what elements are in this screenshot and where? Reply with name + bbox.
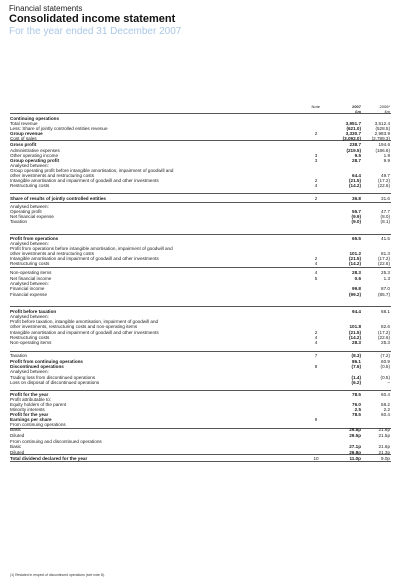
row-value-2006: 1.9 <box>383 153 390 158</box>
row-value-2007: 94.4 <box>352 309 361 314</box>
row-divider <box>10 113 391 114</box>
row-value-2007: (99.2) <box>348 292 361 297</box>
row-label: Profit before taxation, intangible amortisation, impairment of goodwill and <box>10 319 159 324</box>
row-value-2007: 99.8 <box>352 286 361 291</box>
row-label: Taxation <box>10 219 28 224</box>
row-label: Basic <box>10 427 22 432</box>
row-label: Financial income <box>10 286 45 291</box>
row-value-2007: 26.8p <box>349 450 361 455</box>
row-label: Profit before taxation <box>10 309 57 314</box>
income-statement-table <box>10 0 391 579</box>
row-value-2007: 3,330.7 <box>345 131 361 136</box>
row-label: Intangible amortisation and impairment of goodwill and other investments <box>10 256 159 261</box>
row-label: other investments, restructuring costs and non-operating items <box>10 324 138 329</box>
row-value-2007: (14.2) <box>348 261 361 266</box>
row-label: Net financial income <box>10 276 52 281</box>
row-label: Profit from operations before intangible amortisation, impairment of goodwill and <box>10 246 173 251</box>
row-value-2006: (8.0) <box>380 214 390 219</box>
row-label: Equity holders of the parent <box>10 402 67 407</box>
row-note: 5 <box>314 276 318 281</box>
row-label: Group revenue <box>10 131 43 136</box>
row-value-2006: 21.3p <box>378 450 390 455</box>
row-label: Taxation <box>10 353 28 358</box>
row-value-2007: (9.9) <box>351 214 361 219</box>
row-value-2006: 60.4 <box>381 392 390 397</box>
prior-unit-label: £m <box>384 109 390 114</box>
row-value-2006: (528.5) <box>375 126 390 131</box>
row-value-2006: 49.7 <box>381 173 390 178</box>
row-label: Profit attributable to: <box>10 397 52 402</box>
row-label: Restructuring costs <box>10 261 50 266</box>
row-label: Intangible amortisation and impairment of goodwill and other investments <box>10 178 159 183</box>
row-value-2007: 28.3 <box>352 340 361 345</box>
row-value-2007: (8.3) <box>351 353 361 358</box>
row-note: 4 <box>314 270 318 275</box>
row-divider <box>10 234 391 235</box>
row-label: Share of results of jointly controlled entities <box>10 196 106 201</box>
row-value-2006: (7.2) <box>380 353 390 358</box>
row-note: 7 <box>314 353 318 358</box>
row-label: Analysed between: <box>10 241 49 246</box>
row-value-2007: 28.3 <box>352 270 361 275</box>
row-label: Diluted <box>10 433 25 438</box>
row-note: 4 <box>314 340 318 345</box>
row-value-2006: 41.5 <box>381 236 390 241</box>
row-value-2006: – <box>387 380 390 385</box>
row-value-2007: (1.4) <box>351 375 361 380</box>
row-label: Other operating income <box>10 153 59 158</box>
row-divider <box>10 306 391 307</box>
row-divider <box>10 202 391 203</box>
row-value-2007: (6.2) <box>351 380 361 385</box>
row-value-2006: (85.7) <box>377 292 390 297</box>
row-label: Restructuring costs <box>10 335 50 340</box>
row-value-2006: (0.5) <box>380 375 390 380</box>
row-value-2007: 86.1 <box>352 359 361 364</box>
row-value-2007: 29.8p <box>349 427 361 432</box>
row-value-2007: (14.2) <box>348 183 361 188</box>
row-divider <box>10 140 391 141</box>
row-note: 10 <box>313 456 319 461</box>
row-value-2007: (7.6) <box>351 364 361 369</box>
row-label: Loss on disposal of discontinued operations <box>10 380 100 385</box>
row-value-2006: (22.6) <box>377 183 390 188</box>
row-label: Operating profit <box>10 209 42 214</box>
row-note: 2 <box>314 131 318 136</box>
row-label: Administrative expenses <box>10 148 60 153</box>
row-note: 4 <box>314 183 318 188</box>
row-label: Financial expense <box>10 292 48 297</box>
page-subtitle: For the year ended 31 December 2007 <box>9 26 182 37</box>
row-value-2006: (8.1) <box>380 219 390 224</box>
row-value-2006: 9.0p <box>381 456 390 461</box>
row-value-2007: (219.5) <box>346 148 361 153</box>
row-value-2006: (17.2) <box>377 256 390 261</box>
row-value-2006: 21.8p <box>378 427 390 432</box>
row-value-2007: 27.1p <box>349 444 361 449</box>
row-note: 2 <box>314 330 318 335</box>
row-divider <box>10 428 391 429</box>
row-value-2006: 47.7 <box>381 209 390 214</box>
row-note: 3 <box>314 158 318 163</box>
row-value-2006: 58.2 <box>381 402 390 407</box>
row-value-2007: (621.0) <box>346 126 361 131</box>
row-note: 3 <box>314 153 318 158</box>
row-label: Cost of sales <box>10 136 37 141</box>
row-divider <box>10 454 391 455</box>
row-value-2007: 78.5 <box>352 392 361 397</box>
row-label: Minority interests <box>10 407 45 412</box>
row-value-2007: 64.4 <box>352 173 361 178</box>
row-note: 4 <box>314 335 318 340</box>
row-label: Analysed between: <box>10 281 49 286</box>
row-note: 2 <box>314 196 318 201</box>
row-label: From continuing and discontinued operations <box>10 439 102 444</box>
row-value-2007: 101.8 <box>349 324 361 329</box>
row-divider <box>10 390 391 391</box>
row-value-2006: 1.3 <box>383 276 390 281</box>
row-value-2006: (17.2) <box>377 330 390 335</box>
note-header-label: Note <box>311 104 320 109</box>
row-label: Analysed between: <box>10 163 49 168</box>
row-value-2006: 21.5p <box>378 433 390 438</box>
row-label: Diluted <box>10 450 25 455</box>
prior-year-label: 2006* <box>379 104 390 109</box>
row-value-2006: (22.6) <box>377 335 390 340</box>
row-value-2006: (2,789.3) <box>371 136 390 141</box>
row-divider <box>10 267 391 268</box>
row-value-2007: 3,951.7 <box>345 121 361 126</box>
row-label: Restructuring costs <box>10 183 50 188</box>
row-value-2007: 65.5 <box>352 236 361 241</box>
row-divider <box>10 193 391 194</box>
row-value-2006: (186.6) <box>375 148 390 153</box>
row-value-2007: 238.7 <box>349 142 361 147</box>
row-divider <box>10 351 391 352</box>
row-value-2006: 60.9 <box>381 359 390 364</box>
row-value-2007: 101.2 <box>349 251 361 256</box>
row-value-2006: 25.3 <box>381 340 390 345</box>
footnote: (1) Restated in respect of discontinued operations (see note 8). <box>10 573 105 577</box>
row-label: Less: Share of jointly controlled entities revenue <box>10 126 108 131</box>
current-unit-label: £m <box>355 109 361 114</box>
row-label: Discontinued operations <box>10 364 64 369</box>
row-value-2006: (17.2) <box>377 178 390 183</box>
row-value-2007: 36.8 <box>352 196 361 201</box>
row-value-2007: (3,092.0) <box>342 136 361 141</box>
row-label: Group operating profit <box>10 158 59 163</box>
row-label: Profit for the year <box>10 412 49 417</box>
row-value-2006: 3,512.4 <box>374 121 390 126</box>
row-label: Non-operating items <box>10 270 52 275</box>
row-value-2007: (9.0) <box>351 219 361 224</box>
row-value-2006: 87.0 <box>381 286 390 291</box>
row-label: From continuing operations <box>10 422 66 427</box>
row-value-2007: 29.5p <box>349 433 361 438</box>
page-title: Consolidated income statement <box>9 13 176 25</box>
row-label: Gross profit <box>10 142 37 147</box>
row-label: Basic <box>10 444 22 449</box>
row-value-2007: 0.6 <box>354 276 361 281</box>
row-label: Profit for the year <box>10 392 49 397</box>
row-value-2006: 194.6 <box>378 142 390 147</box>
row-value-2007: (21.5) <box>348 256 361 261</box>
row-value-2006: 60.4 <box>381 412 390 417</box>
row-note: 9 <box>314 417 318 422</box>
row-value-2007: (21.5) <box>348 178 361 183</box>
row-value-2007: 28.7 <box>352 158 361 163</box>
row-label: Analysed between: <box>10 314 49 319</box>
row-value-2007: (14.2) <box>348 335 361 340</box>
row-label: Continuing operations <box>10 116 59 121</box>
section-label: Financial statements <box>9 4 83 13</box>
row-label: Profit from operations <box>10 236 59 241</box>
row-value-2007: 9.5 <box>354 153 361 158</box>
row-label: Non-operating items <box>10 340 52 345</box>
row-label: Profit from continuing operations <box>10 359 83 364</box>
row-label: Analysed between: <box>10 204 49 209</box>
row-value-2006: 81.3 <box>381 251 390 256</box>
row-note: 8 <box>314 364 318 369</box>
row-value-2006: 68.1 <box>381 309 390 314</box>
row-label: Trading loss from discontinued operations <box>10 375 96 380</box>
row-label: Earnings per share <box>10 417 52 422</box>
current-year-label: 2007 <box>352 104 361 109</box>
row-label: other investments and restructuring costs <box>10 251 95 256</box>
row-value-2006: 82.6 <box>381 324 390 329</box>
row-value-2006: 31.6 <box>381 196 390 201</box>
row-value-2006: (0.5) <box>380 364 390 369</box>
row-value-2007: 11.0p <box>349 456 361 461</box>
row-label: Group operating profit before intangible amortisation, impairment of goodwill and <box>10 168 174 173</box>
row-value-2006: 9.9 <box>383 158 390 163</box>
row-note: 2 <box>314 178 318 183</box>
row-value-2006: (22.6) <box>377 261 390 266</box>
row-label: Net financial expense <box>10 214 54 219</box>
row-value-2007: 76.0 <box>352 402 361 407</box>
row-value-2006: 2,983.9 <box>374 131 390 136</box>
row-value-2007: 55.7 <box>352 209 361 214</box>
row-label: Analysed between: <box>10 369 49 374</box>
row-value-2006: 21.6p <box>378 444 390 449</box>
row-value-2007: 78.5 <box>352 412 361 417</box>
row-note: 4 <box>314 261 318 266</box>
row-value-2007: 2.5 <box>354 407 361 412</box>
row-label: Intangible amortisation and impairment of goodwill and other investments <box>10 330 159 335</box>
row-label: Total dividend declared for the year <box>10 456 88 461</box>
row-value-2006: 25.3 <box>381 270 390 275</box>
row-value-2006: 2.2 <box>383 407 390 412</box>
row-note: 2 <box>314 256 318 261</box>
row-label: other investments and restructuring costs <box>10 173 95 178</box>
row-label: Total revenue <box>10 121 38 126</box>
row-value-2007: (21.5) <box>348 330 361 335</box>
